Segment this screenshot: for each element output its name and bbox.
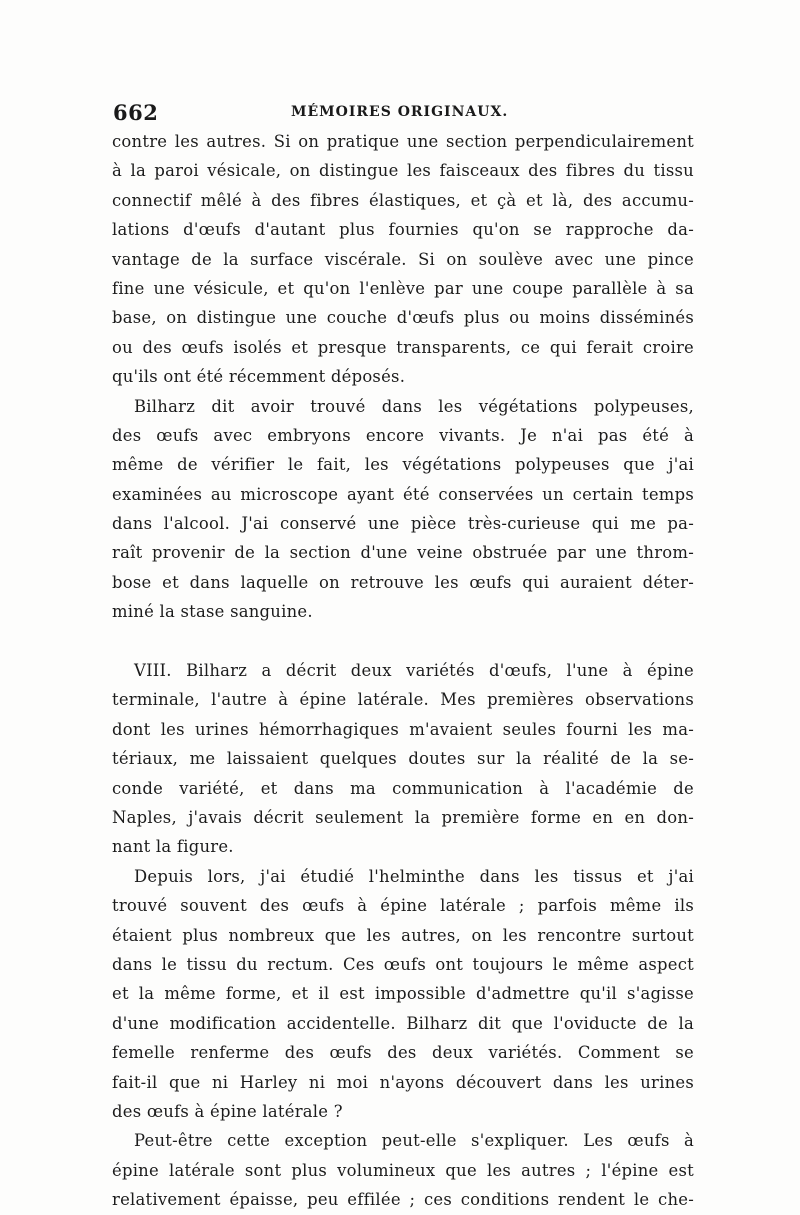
text-line: connectif mêlé à des fibres élastiques, et çà et là, des accumu- (112, 190, 694, 210)
text-line: des œufs avec embryons encore vivants. Je n'ai pas été à (112, 425, 694, 445)
text-line: Depuis lors, j'ai étudié l'helminthe dans les tissus et j'ai (134, 866, 694, 886)
text-line: dont les urines hémorrhagiques m'avaient seules fourni les ma- (112, 719, 694, 739)
text-line: qu'ils ont été récemment déposés. (112, 367, 406, 387)
text-line: dans l'alcool. J'ai conservé une pièce très-curieuse qui me pa- (112, 514, 694, 534)
text-line: bose et dans laquelle on retrouve les œufs qui auraient déter- (112, 572, 694, 592)
text-line: nant la figure. (112, 837, 234, 857)
text-line: et la même forme, et il est impossible d'admettre qu'il s'agisse (112, 984, 694, 1004)
text-line: des œufs à épine latérale ? (112, 1101, 343, 1121)
text-line: dans le tissu du rectum. Ces œufs ont toujours le même aspect (112, 954, 694, 974)
paragraph-gap (112, 627, 694, 656)
text-line: miné la stase sanguine. (112, 602, 313, 622)
text-line: terminale, l'autre à épine latérale. Mes premières observations (112, 690, 694, 710)
text-line: Naples, j'avais décrit seulement la première forme en en don- (112, 807, 694, 827)
text-line: fait-il que ni Harley ni moi n'ayons découvert dans les urines (112, 1072, 694, 1092)
text-line: relativement épaisse, peu effilée ; ces conditions rendent le che- (112, 1190, 694, 1210)
text-line: raît provenir de la section d'une veine obstruée par une throm- (112, 543, 694, 563)
text-line: conde variété, et dans ma communication à l'académie de (112, 778, 694, 798)
text-line: base, on distingue une couche d'œufs plus ou moins disséminés (112, 308, 694, 328)
text-line: femelle renferme des œufs des deux variétés. Comment se (112, 1043, 694, 1063)
text-line: trouvé souvent des œufs à épine latérale ; parfois même ils (112, 896, 694, 916)
page-header (113, 100, 691, 128)
text-line: tériaux, me laissaient quelques doutes sur la réalité de la se- (112, 749, 694, 769)
section-heading-line: VIII. Bilharz a décrit deux variétés d'œufs, l'une à épine (134, 661, 694, 681)
text-line: vantage de la surface viscérale. Si on soulève avec une pince (112, 249, 694, 269)
text-line: étaient plus nombreux que les autres, on les rencontre surtout (112, 925, 694, 945)
text-line: lations d'œufs d'autant plus fournies qu'on se rapproche da- (112, 220, 694, 240)
text-line: contre les autres. Si on pratique une section perpendiculairement (112, 132, 694, 151)
text-line: ou des œufs isolés et presque transparents, ce qui ferait croire (112, 337, 694, 357)
text-line: épine latérale sont plus volumineux que les autres ; l'épine est (112, 1160, 694, 1180)
page-number: 662 (113, 100, 159, 125)
text-line: examinées au microscope ayant été conservées un certain temps (112, 484, 694, 504)
text-line: même de vérifier le fait, les végétations polypeuses que j'ai (112, 455, 694, 475)
text-line: à la paroi vésicale, on distingue les faisceaux des fibres du tissu (112, 161, 694, 181)
text-line: Peut-être cette exception peut-elle s'expliquer. Les œufs à (134, 1131, 694, 1151)
running-title: MÉMOIRES ORIGINAUX. (291, 104, 509, 120)
body-text (112, 127, 694, 1214)
text-line: fine une vésicule, et qu'on l'enlève par une coupe parallèle à sa (112, 278, 694, 298)
text-line: d'une modification accidentelle. Bilharz dit que l'oviducte de la (112, 1013, 694, 1033)
text-line: Bilharz dit avoir trouvé dans les végétations polypeuses, (134, 396, 694, 416)
